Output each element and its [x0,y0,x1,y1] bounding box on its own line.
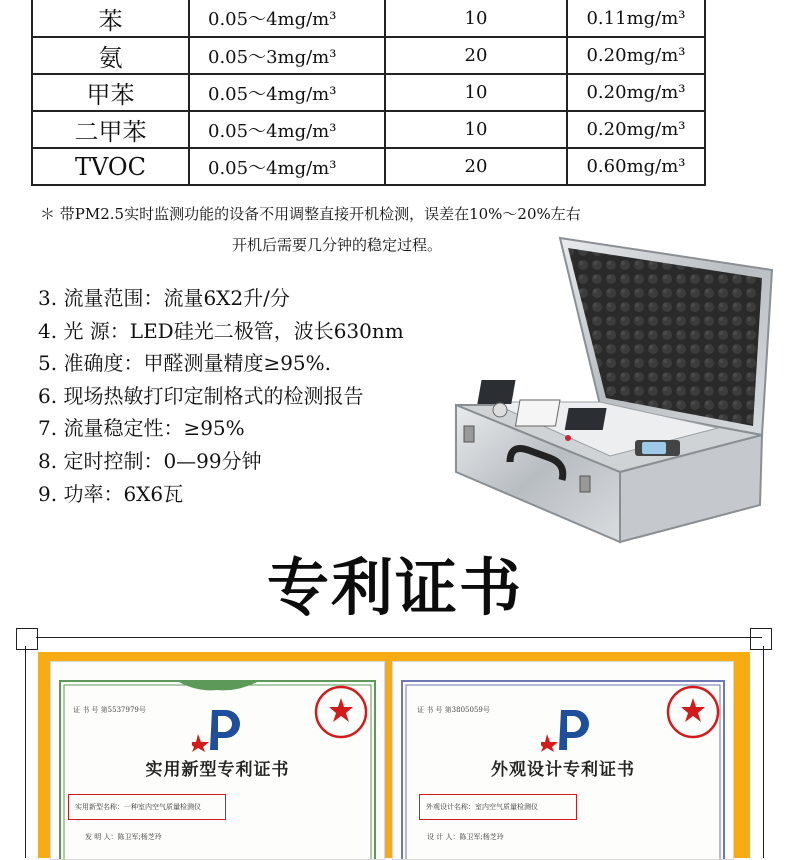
table-row [32,111,705,148]
spec-item-accuracy: 5. 准确度：甲醛测量精度≥95%. [38,351,332,376]
range-cell: 0.05～3mg/m³ [189,37,385,74]
official-seal-icon [665,684,721,740]
limit-cell: 0.11mg/m³ [567,0,705,37]
certificate-number: 证 书 号 第5537979号 [73,706,146,714]
inventor-line: 设 计 人：陈卫军;杨芝玲 [427,833,504,841]
time-cell: 10 [385,111,567,148]
frame-left-line [25,646,26,858]
range-cell: 0.05～4mg/m³ [189,74,385,111]
limit-cell: 0.20mg/m³ [567,74,705,111]
gas-name-cell: 二甲苯 [32,111,189,148]
limit-cell: 0.20mg/m³ [567,37,705,74]
frame-right-line [763,646,764,858]
spec-item-flow-stability: 7. 流量稳定性：≥95% [38,416,245,441]
detector-case-icon [450,230,780,550]
spec-item-power: 9. 功率：6X6瓦 [38,481,184,506]
frame-corner-right [750,628,772,650]
time-cell: 20 [385,37,567,74]
gas-name-cell: TVOC [32,148,189,185]
gas-name-cell: 苯 [32,0,189,37]
certificate-title: 外观设计专利证书 [491,760,635,780]
patent-office-logo-icon [541,706,593,752]
patent-name-box: 实用新型名称：一种室内空气质量检测仪 [68,794,226,820]
pm25-note-line-1: ＊ 带PM2.5实时监测功能的设备不用调整直接开机检测，误差在10%～20%左右 [40,205,581,223]
table-row [32,148,705,185]
table-row [32,0,705,37]
air-quality-detector-case-image [450,230,780,550]
spec-item-timer: 8. 定时控制：0—99分钟 [38,448,262,473]
limit-cell: 0.20mg/m³ [567,111,705,148]
patent-certificate-heading: 专利证书 [266,551,523,624]
spec-item-flow-range: 3. 流量范围：流量6X2升/分 [38,286,290,310]
time-cell: 10 [385,74,567,111]
certificate-number: 证 书 号 第3805059号 [417,706,490,714]
design-patent-certificate [392,661,734,860]
spec-list [38,282,404,510]
frame-corner-left [16,628,38,650]
certificate-title: 实用新型专利证书 [145,760,290,780]
time-cell: 10 [385,0,567,37]
gas-name-cell: 甲苯 [32,74,189,111]
frame-top-line [36,637,762,638]
limit-cell: 0.60mg/m³ [567,148,705,185]
spec-item-printer: 6. 现场热敏打印定制格式的检测报告 [38,383,364,408]
patent-name-box: 外观设计名称：室内空气质量检测仪 [419,794,577,820]
range-cell: 0.05～4mg/m³ [189,0,385,37]
range-cell: 0.05～4mg/m³ [189,148,385,185]
patent-office-logo-icon [192,706,244,752]
time-cell: 20 [385,148,567,185]
utility-model-certificate [50,661,385,860]
official-seal-icon [313,684,369,740]
spec-table [31,0,706,186]
gas-name-cell: 氨 [32,37,189,74]
table-row [32,74,705,111]
range-cell: 0.05～4mg/m³ [189,111,385,148]
spec-item-light-source: 4. 光 源：LED硅光二极管，波长630nm [38,318,404,343]
inventor-line: 发 明 人：陈卫军;杨芝玲 [85,833,162,841]
pm25-note-line-2: 开机后需要几分钟的稳定过程。 [232,236,443,254]
table-row [32,37,705,74]
